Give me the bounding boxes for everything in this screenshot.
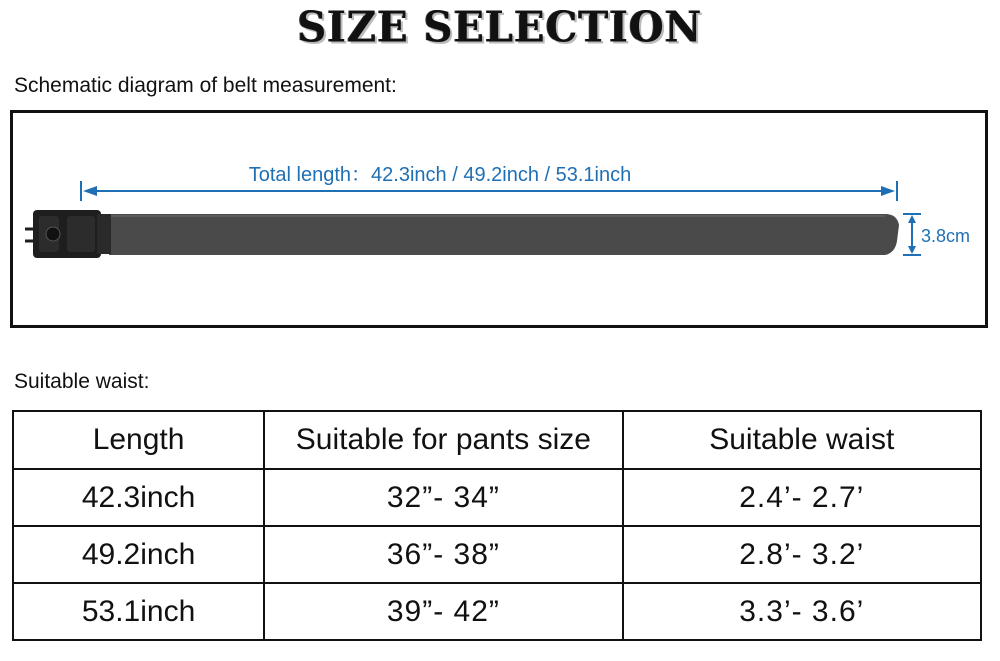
cell-waist: 2.4’- 2.7’ <box>623 469 981 526</box>
belt-diagram-svg <box>13 113 985 325</box>
cell-waist: 2.8’- 3.2’ <box>623 526 981 583</box>
cell-length: 49.2inch <box>13 526 264 583</box>
width-dimension <box>903 214 970 255</box>
size-table <box>12 410 982 641</box>
header-suitable-waist: Suitable waist <box>623 411 981 469</box>
cell-pants-size: 32”- 34” <box>264 469 622 526</box>
cell-pants-size: 39”- 42” <box>264 583 622 640</box>
diagram-label: Schematic diagram of belt measurement: <box>14 74 397 97</box>
table-row <box>13 526 981 583</box>
total-length-text: Total length：42.3inch / 49.2inch / 53.1inch <box>248 164 632 186</box>
width-text: 3.8cm <box>921 226 971 246</box>
header-pants-size: Suitable for pants size <box>264 411 622 469</box>
table-header-row <box>13 411 981 469</box>
cell-length: 42.3inch <box>13 469 264 526</box>
cell-length: 53.1inch <box>13 583 264 640</box>
table-row <box>13 469 981 526</box>
waist-label: Suitable waist: <box>14 370 150 393</box>
buckle-icon <box>25 210 111 258</box>
table-row <box>13 583 981 640</box>
cell-pants-size: 36”- 38” <box>264 526 622 583</box>
length-dimension <box>81 164 897 201</box>
belt-diagram <box>10 110 988 328</box>
belt-strap <box>109 214 899 255</box>
header-length: Length <box>13 411 264 469</box>
size-table-wrap <box>12 410 982 641</box>
cell-waist: 3.3’- 3.6’ <box>623 583 981 640</box>
page-title: SIZE SELECTION <box>297 2 703 53</box>
